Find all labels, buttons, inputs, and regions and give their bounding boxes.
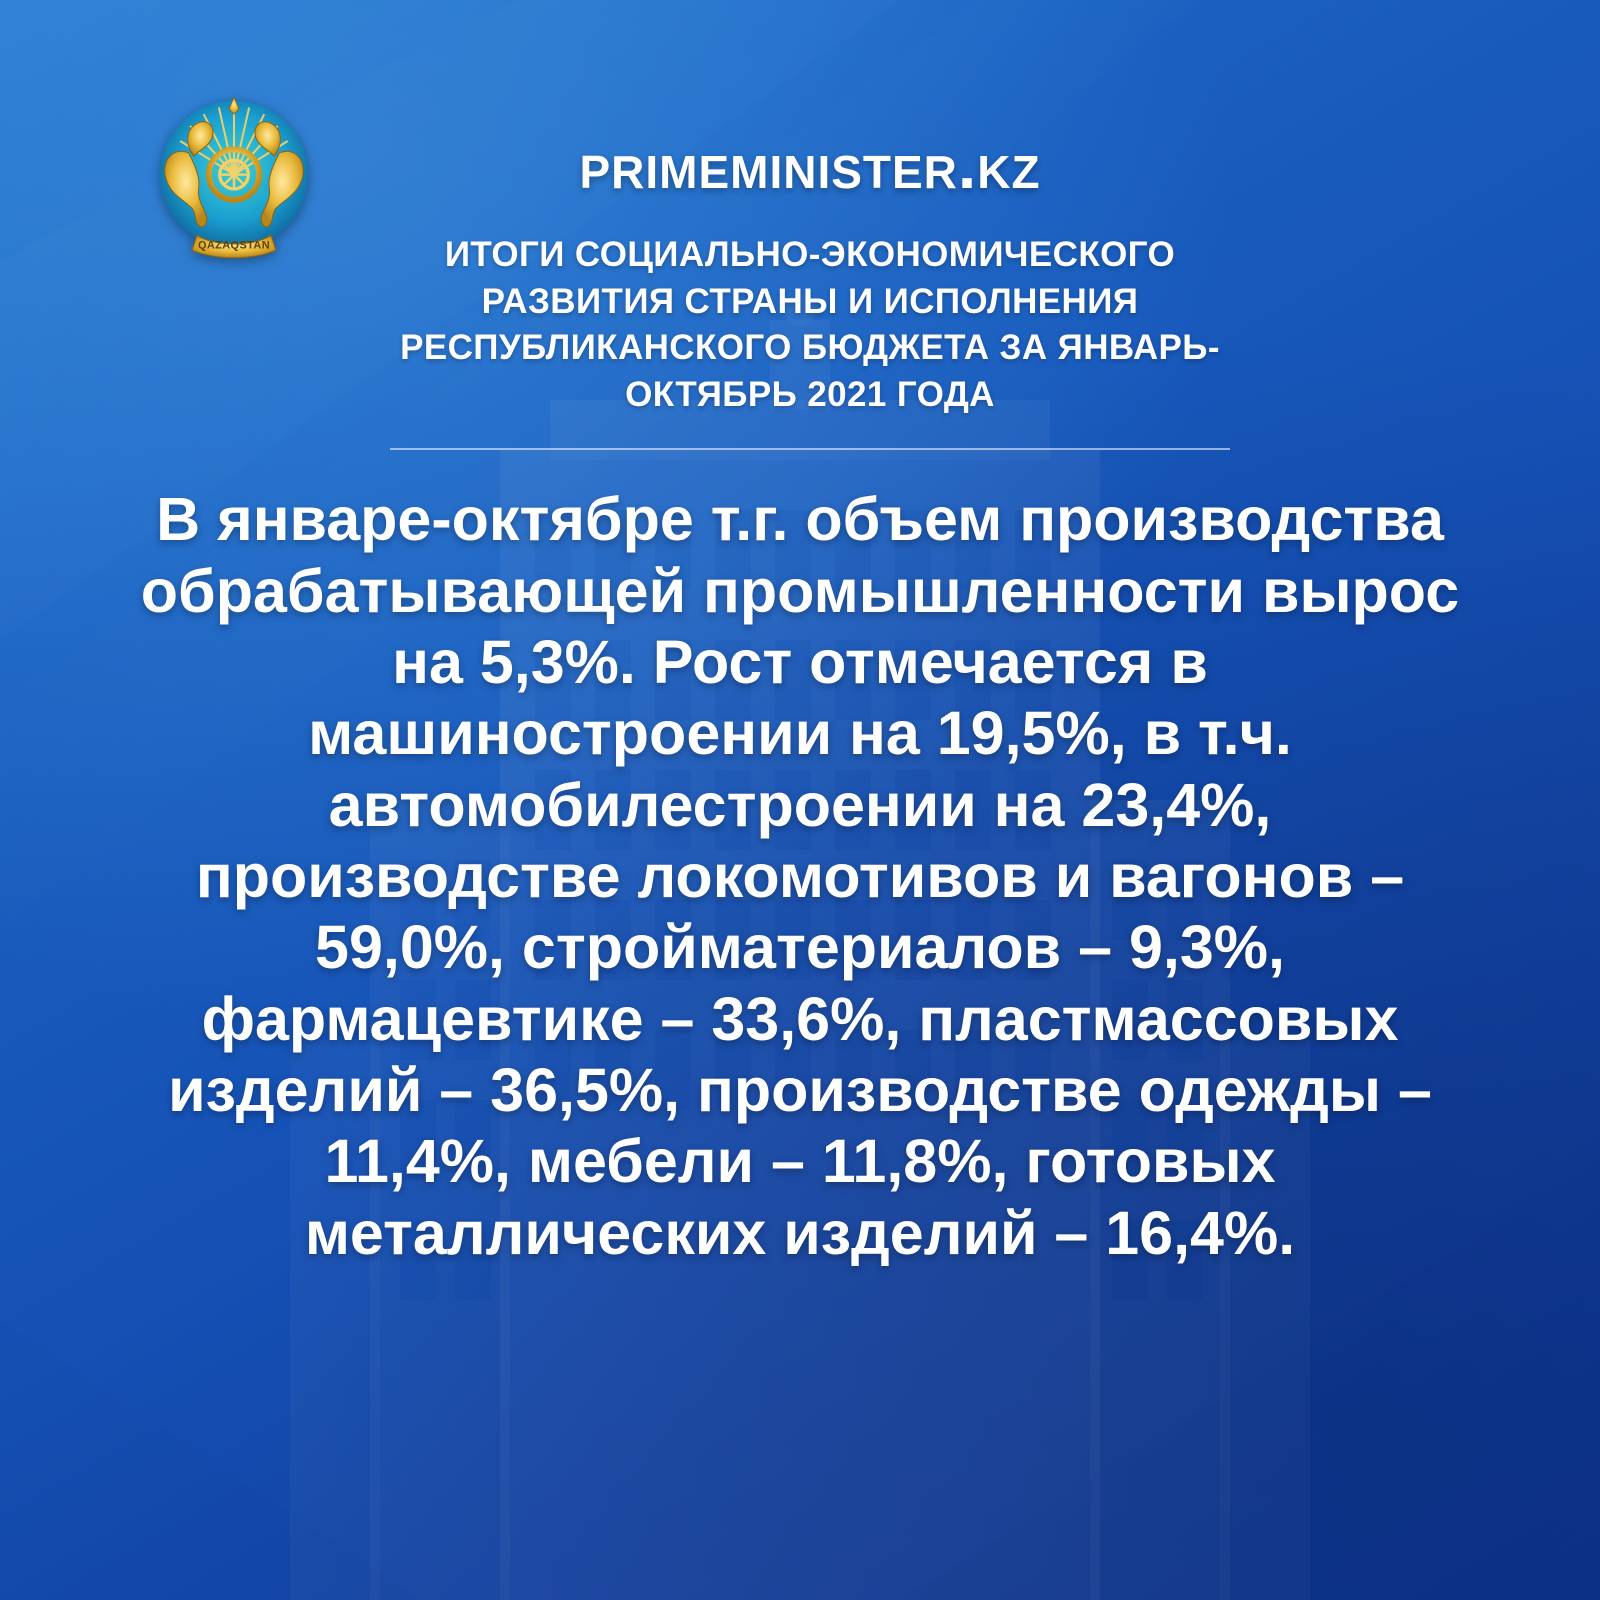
poster-subtitle: ИТОГИ СОЦИАЛЬНО-ЭКОНОМИЧЕСКОГО РАЗВИТИЯ СТРАНЫ И ИСПОЛНЕНИЯ РЕСПУБЛИКАНСКОГО БЮДЖЕТА ЗА ЯНВАРЬ-ОКТЯБРЬ 2021 ГОДА — [400, 235, 1220, 414]
brand-block — [350, 86, 1270, 450]
site-logo-text: primeminister.kz — [579, 128, 1041, 202]
headline-text: В январе-октябре т.г. объем производства обрабатывающей промышленности вырос на 5,3%. Рост отмечается в машиностроении на 19,5%, в т.ч. автомобилестроении на 23,4%, производстве локомотивов и вагонов – 59,0%, стройматериалов – 9,3%, фармацевтике – 33,6%, пластмассовых изделий – 36,5%, производстве одежды – 11,4%, мебели – 11,8%, готовых металлических изделий – 16,4%. — [140, 485, 1460, 1267]
header-divider — [390, 448, 1230, 450]
kazakhstan-emblem-icon — [150, 94, 318, 262]
svg-text:QAZAQSTAN: QAZAQSTAN — [197, 239, 271, 252]
poster-header — [0, 0, 1600, 450]
headline-section — [100, 484, 1500, 1269]
